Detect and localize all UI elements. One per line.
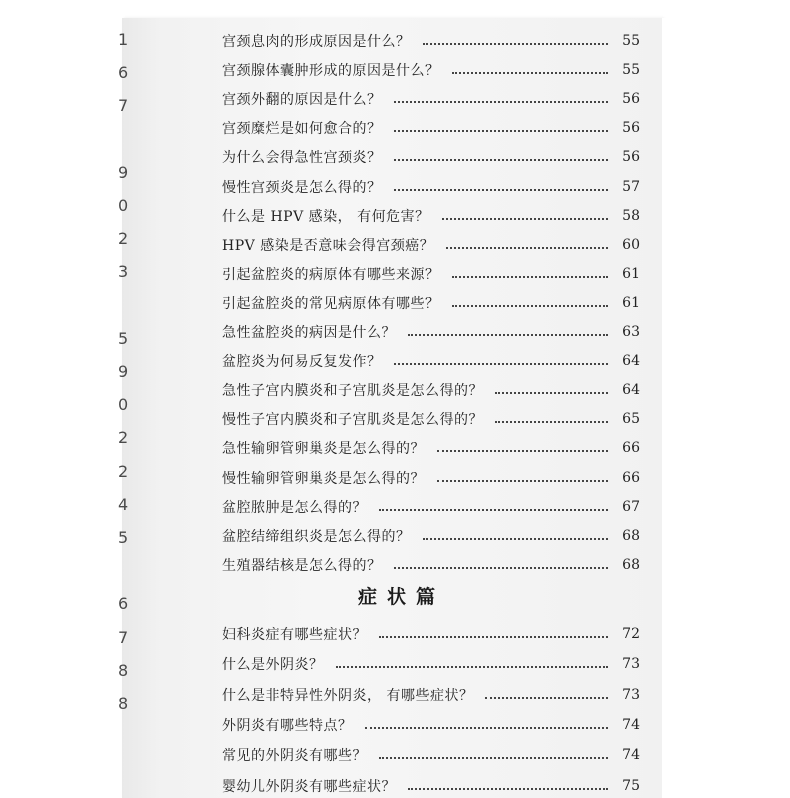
toc-dot-leader xyxy=(408,332,608,336)
toc-dot-leader xyxy=(446,245,608,249)
toc-entry-page-number: 72 xyxy=(622,626,640,642)
page-margin-right xyxy=(662,18,790,798)
toc-entry-title: 宫颈息肉的形成原因是什么？ xyxy=(222,34,411,50)
toc-dot-leader xyxy=(437,448,608,452)
toc-entry-title: 宫颈外翻的原因是什么？ xyxy=(222,92,382,109)
toc-entry xyxy=(222,291,640,315)
toc-entry-page-number: 65 xyxy=(622,411,640,428)
toc-entry xyxy=(222,262,640,286)
toc-entry xyxy=(222,436,640,460)
section-heading: 症状篇 xyxy=(358,586,446,608)
toc-entry-page-number: 55 xyxy=(622,62,640,79)
toc-entry-page-number: 67 xyxy=(622,498,640,515)
toc-entry xyxy=(222,524,640,548)
toc-entry-page-number: 55 xyxy=(622,33,640,49)
toc-entry-title: HPV 感染是否意味会得宫颈癌？ xyxy=(222,237,435,254)
toc-dot-leader xyxy=(394,565,609,569)
toc-dot-leader xyxy=(408,786,608,790)
gutter-mark: 2 xyxy=(118,229,129,249)
toc-entry-page-number: 56 xyxy=(622,91,640,108)
toc-dot-leader xyxy=(394,128,609,132)
toc-entry-title: 常见的外阴炎有哪些？ xyxy=(222,748,367,765)
toc-dot-leader xyxy=(452,70,609,74)
toc-dot-leader xyxy=(394,99,609,103)
toc-entry-title: 婴幼儿外阴炎有哪些症状？ xyxy=(222,778,396,795)
gutter-mark: 8 xyxy=(118,694,129,713)
gutter-mark: 5 xyxy=(118,328,129,348)
toc-dot-leader xyxy=(437,478,608,482)
toc-entry xyxy=(222,743,640,767)
toc-dot-leader xyxy=(442,216,608,220)
left-page-gutter xyxy=(0,18,122,798)
toc-entry-title: 急性输卵管卵巢炎是怎么得的？ xyxy=(222,441,425,458)
toc-entry xyxy=(222,378,640,402)
toc-entry-title: 宫颈糜烂是如何愈合的？ xyxy=(222,121,382,138)
toc-entry-title: 引起盆腔炎的常见病原体有哪些？ xyxy=(222,295,440,312)
toc-entry-page-number: 73 xyxy=(622,686,640,703)
toc-entry-title: 急性子宫内膜炎和子宫肌炎是怎么得的？ xyxy=(222,383,483,400)
toc-dot-leader xyxy=(379,634,608,638)
gutter-mark: 2 xyxy=(118,428,129,448)
toc-entry-page-number: 74 xyxy=(622,747,640,764)
toc-entry-title: 盆腔炎为何易反复发作？ xyxy=(222,354,382,371)
toc-dot-leader xyxy=(336,664,609,668)
toc-entry-page-number: 68 xyxy=(622,556,640,573)
toc-entry xyxy=(222,495,640,519)
gutter-mark: 6 xyxy=(118,63,129,83)
toc-entry xyxy=(222,407,640,431)
gutter-mark: 9 xyxy=(118,162,129,182)
toc-dot-leader xyxy=(365,725,609,729)
toc-dot-leader xyxy=(452,274,609,278)
toc-entry xyxy=(222,683,640,707)
toc-entry xyxy=(222,29,640,53)
toc-entry xyxy=(222,713,640,737)
gutter-mark: 0 xyxy=(118,395,129,415)
toc-entry xyxy=(222,466,640,490)
gutter-mark: 7 xyxy=(118,627,129,647)
toc-entry-page-number: 61 xyxy=(622,294,640,311)
toc-entry-title: 什么是非特异性外阴炎， 有哪些症状？ xyxy=(222,687,474,704)
toc-entry-title: 慢性输卵管卵巢炎是怎么得的？ xyxy=(222,470,425,487)
toc-entry-title: 慢性子宫内膜炎和子宫肌炎是怎么得的？ xyxy=(222,412,483,429)
toc-entry-page-number: 75 xyxy=(622,777,640,794)
toc-dot-leader xyxy=(495,419,608,423)
toc-dot-leader xyxy=(394,187,609,191)
toc-entry xyxy=(222,204,640,228)
toc-entry-page-number: 56 xyxy=(622,149,640,166)
toc-entry-page-number: 58 xyxy=(622,207,640,224)
gutter-mark: 6 xyxy=(118,594,129,614)
gutter-mark: 5 xyxy=(118,528,129,547)
toc-entry-page-number: 63 xyxy=(622,324,640,340)
toc-entry xyxy=(222,116,640,140)
toc-entry-page-number: 56 xyxy=(622,120,640,137)
toc-entry-page-number: 57 xyxy=(622,178,640,195)
toc-entry-title: 什么是 HPV 感染， 有何危害？ xyxy=(222,208,430,225)
toc-dot-leader xyxy=(379,507,608,511)
toc-entry xyxy=(222,233,640,257)
toc-dot-leader xyxy=(452,303,609,307)
toc-entry-page-number: 60 xyxy=(622,236,640,253)
toc-dot-leader xyxy=(394,361,609,365)
toc-entry xyxy=(222,87,640,111)
toc-dot-leader xyxy=(495,390,608,394)
toc-entry xyxy=(222,652,640,676)
toc-entry-title: 为什么会得急性宫颈炎？ xyxy=(222,150,382,167)
toc-entry xyxy=(222,145,640,169)
gutter-mark: 9 xyxy=(118,362,129,381)
gutter-mark: 1 xyxy=(118,30,129,49)
toc-entry xyxy=(222,58,640,82)
toc-entry-page-number: 68 xyxy=(622,527,640,544)
toc-entry-title: 盆腔脓肿是怎么得的？ xyxy=(222,499,367,516)
toc-entry-title: 盆腔结缔组织炎是怎么得的？ xyxy=(222,528,411,545)
toc-entry-title: 慢性宫颈炎是怎么得的？ xyxy=(222,179,382,196)
toc-entry-title: 引起盆腔炎的病原体有哪些来源？ xyxy=(222,266,440,283)
toc-entry xyxy=(222,175,640,199)
toc-entry xyxy=(222,553,640,577)
toc-entry-page-number: 74 xyxy=(622,716,640,733)
gutter-mark: 7 xyxy=(118,96,129,116)
toc-entry-title: 急性盆腔炎的病因是什么？ xyxy=(222,325,396,341)
toc-dot-leader xyxy=(423,536,609,540)
toc-entry-page-number: 73 xyxy=(622,656,640,673)
toc-dot-leader xyxy=(423,41,609,45)
toc-entry-title: 什么是外阴炎？ xyxy=(222,657,324,674)
toc-entry-page-number: 61 xyxy=(622,265,640,282)
toc-entry-page-number: 64 xyxy=(622,353,640,370)
gutter-mark: 2 xyxy=(118,461,129,481)
toc-entry xyxy=(222,349,640,373)
toc-dot-leader xyxy=(379,755,608,759)
gutter-mark: 4 xyxy=(118,494,129,514)
toc-entry-title: 宫颈腺体囊肿形成的原因是什么？ xyxy=(222,63,440,80)
gutter-mark: 3 xyxy=(118,262,129,282)
toc-entry-title: 妇科炎症有哪些症状？ xyxy=(222,627,367,643)
toc-dot-leader xyxy=(485,695,608,699)
toc-entry-page-number: 66 xyxy=(622,440,640,457)
toc-entry-title: 生殖器结核是怎么得的？ xyxy=(222,557,382,574)
toc-entry-title: 外阴炎有哪些特点？ xyxy=(222,717,353,734)
toc-entry xyxy=(222,320,640,344)
gutter-mark: 0 xyxy=(118,196,129,215)
toc-dot-leader xyxy=(394,157,609,161)
toc-entry-page-number: 64 xyxy=(622,382,640,399)
toc-entry xyxy=(222,622,640,646)
toc-entry-page-number: 66 xyxy=(622,469,640,486)
toc-entry xyxy=(222,774,640,798)
gutter-mark: 8 xyxy=(118,660,129,680)
